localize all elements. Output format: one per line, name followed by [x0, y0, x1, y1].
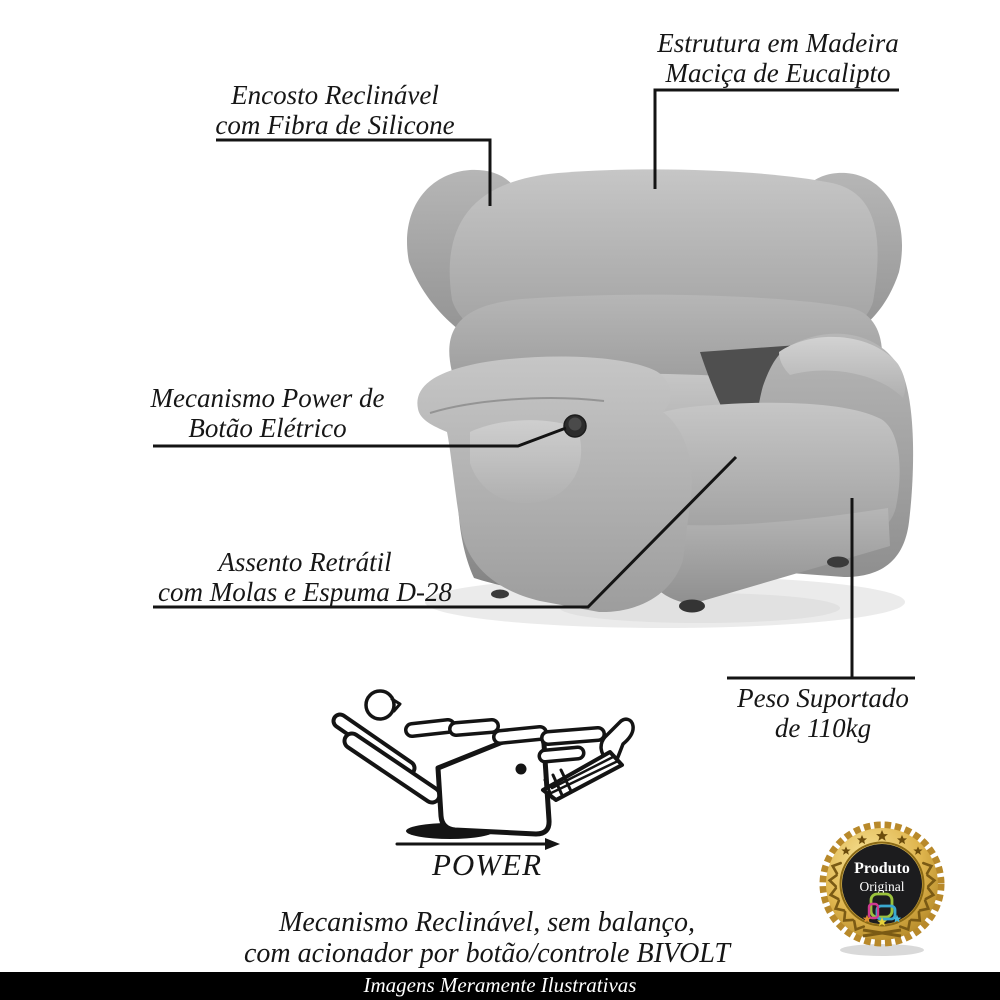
callout-label-weight: [725, 683, 921, 743]
seal-title: Produto: [854, 860, 910, 877]
recline-diagram: [340, 691, 633, 850]
disclaimer-text: Imagens Meramente Ilustrativas: [363, 973, 637, 997]
callout-text: Mecanismo Power de: [150, 383, 385, 413]
callout-label-backrest: [180, 80, 490, 140]
chair-foot: [827, 557, 849, 568]
callout-text: Estrutura em Madeira: [657, 28, 899, 58]
chair-foot: [679, 600, 705, 613]
power-button: [564, 415, 586, 437]
disclaimer-bar: [0, 972, 1000, 1000]
callout-text: Maciça de Eucalipto: [665, 58, 891, 88]
seal-shadow: [840, 944, 924, 956]
callout-text: Encosto Reclinável: [231, 80, 439, 110]
callout-text: Botão Elétrico: [188, 413, 347, 443]
callout-text: Peso Suportado: [737, 683, 909, 713]
chair-foot: [491, 590, 509, 599]
callout-label-seat: [145, 547, 465, 607]
callout-text: com Molas e Espuma D-28: [158, 577, 452, 607]
callout-label-frame: [650, 28, 906, 88]
footer-text: com acionador por botão/controle BIVOLT: [244, 938, 730, 969]
authenticity-seal: [824, 826, 941, 957]
person-head: [366, 691, 394, 719]
callout-label-mechanism: [120, 383, 415, 443]
callout-text: Assento Retrátil: [218, 547, 392, 577]
power-diagram-label: POWER: [431, 847, 543, 882]
recliner-photo: [407, 169, 913, 628]
diagram-seat-body: [438, 733, 549, 834]
diagram-button: [516, 764, 527, 775]
footer-note: [137, 907, 837, 969]
callout-text: de 110kg: [774, 713, 872, 743]
footer-text: Mecanismo Reclinável, sem balanço,: [279, 907, 695, 938]
seal-subtitle: Original: [859, 879, 905, 894]
callout-text: com Fibra de Silicone: [215, 110, 455, 140]
